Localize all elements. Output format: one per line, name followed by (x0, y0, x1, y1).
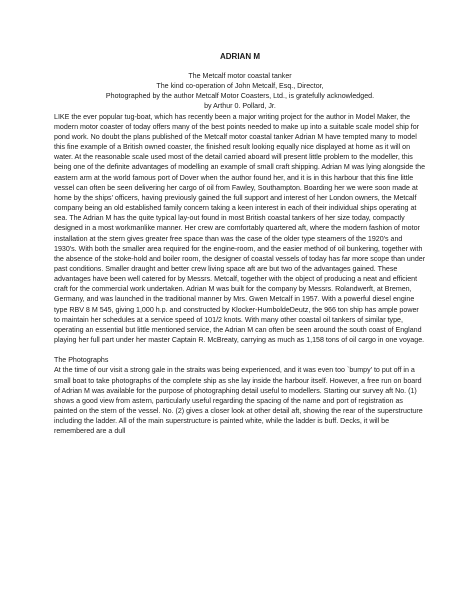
author-byline: by Arthur 0. Pollard, Jr. (204, 102, 276, 111)
subtitle-line: Photographed by the author Metcalf Motor Coasters, Ltd., is gratefully acknowledged. (105, 92, 375, 101)
subtitle-line: The Metcalf motor coastal tanker (188, 72, 292, 80)
subtitle-line: The kind co-operation of John Metcalf, Esq., Director, (156, 82, 324, 91)
article-title: ADRIAN M (220, 52, 260, 61)
subtitle-block (54, 71, 426, 112)
section-heading: The Photographs (54, 356, 109, 365)
photographs-paragraph: At the time of our visit a strong gale in the straits was being experienced, and it was even too `bumpy' to put off in a small boat to take photographs of the complete ship as she lay inside the harbour itself. However, a free run on board of Adrian M was available for the purpose of photographing detail useful to modellers. Starting our survey aft No. (1) shows a good view from astern, particularly useful regarding the spacing of the name and port of registration as painted on the stern of the vessel. No. (2) gives a closer look at other detail aft, showing the rear of the superstructure including the ladder. All of the main superstructure is painted white, while the ladder is buff. Decks, it will be remembered are a dull (54, 366, 423, 436)
intro-paragraph: LIKE the ever popular tug-boat, which has recently been a major writing project for the author in Model Maker, the modern motor coaster of today offers many of the best points needed to make up into a suitable scale model ship for pond work. No doubt the plans published of the Metcalf motor coastal tanker Adrian M have tempted many to model this fine example of a British owned coaster, the finished result looking equally nice displayed at home as it will on water. At the reasonable scale used most of the detail carried aboard will present little problem to the modeller, this being one of the definite advantages of modelling an example of small craft shipping. Adrian M was lying alongside the eastern arm at the world famous port of Dover when the author found her, and it is in this harbour that this fine little vessel can often be seen delivering her cargo of oil from Fawley, Southampton. Boarding her we were soon made at home by the ships' officers, having previously gained the full support and interest of her London owners, the Metcalf company being an old established family concern taking a keen interest in each of their individual ships operating at sea. The Adrian M has the quite typical lay-out found in most British coastal tankers of her size today, compactly designed in a most workmanlike manner. Her crew are comfortably quartered aft, where the modern fashion of motor installation at the stern gives greater free space than was the case of the older type steamers of the 1920's and 1930's. With both the smaller area required for the engine-room, and the easier method of oil bunkering, together with the absence of the stoke-hold and boiler room, the designer of coastal vessels of today has far more scope than under past conditions. Smaller draught and better crew living space aft are but two of the advantages gained. These advantages have been well catered for by Messrs. Metcalf, together with the object of producing a neat and efficient craft for the commercial work undertaken. Adrian M was built for the company by Messrs. Rolandwerft, at Bremen, Germany, and was launched in the traditional manner by Mrs. Gwen Metcalf in 1957. With a powerful diesel engine type RBV 8 M 545, giving 1,000 h.p. and constructed by Klocker-HumboldeDeutz, the 966 ton ship has ample power to maintain her schedules at a service speed of 101/2 knots. With many other coastal oil tankers of similar type, operating an essential but little mentioned service, the Adrian M can often be seen around the south coast of England playing her full part under her master Captain R. McBreaty, carrying as much as 1,158 tons of oil cargo in one voyage. (54, 112, 426, 345)
